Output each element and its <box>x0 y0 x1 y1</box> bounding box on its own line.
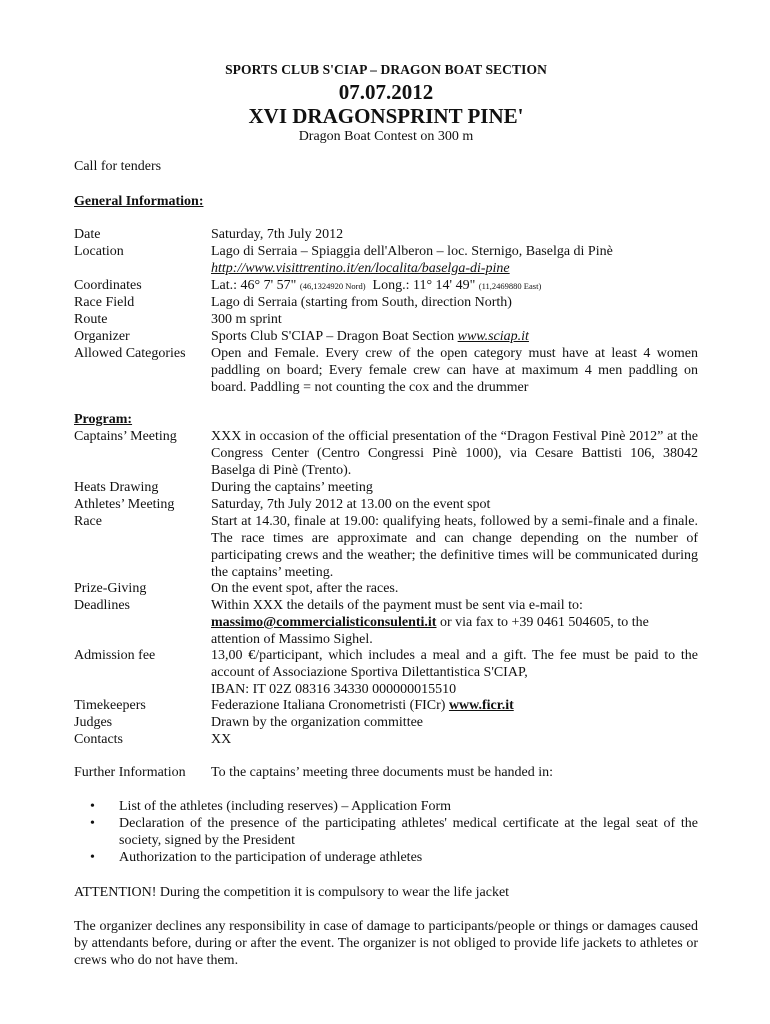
document-item: Declaration of the presence of the participating athletes' medical certificate at the legal seat of the society, signed by the President <box>119 816 698 848</box>
heats-drawing-value: During the captains’ meeting <box>211 480 373 495</box>
prize-giving-value: On the event spot, after the races. <box>211 581 399 596</box>
deadlines-fax: or via fax to +39 0461 504605, to the attention of Massimo Sighel. <box>211 615 649 647</box>
event-title: XVI DRAGONSPRINT PINE' <box>248 104 524 128</box>
captains-meeting-label: Captains’ Meeting <box>74 429 177 444</box>
organizer-link[interactable]: www.sciap.it <box>457 329 529 344</box>
general-information-heading: General Information: <box>74 194 204 209</box>
further-information-label: Further Information <box>74 765 186 780</box>
attention-notice: ATTENTION! During the competition it is compulsory to wear the life jacket <box>74 885 510 900</box>
further-information-value: To the captains’ meeting three documents must be handed in: <box>211 765 554 780</box>
event-date: 07.07.2012 <box>338 80 434 104</box>
longitude-decimal: (11,2469880 East) <box>478 281 542 291</box>
athletes-meeting-label: Athletes’ Meeting <box>74 497 175 512</box>
iban: IBAN: IT 02Z 08316 34330 000000015510 <box>211 682 457 697</box>
categories-value: Open and Female. Every crew of the open category must have at least 4 women paddling on board; Every female crew can have at maximum 4 men paddling on board. Paddling = not counting the cox and the drummer <box>211 346 698 395</box>
club-name: SPORTS CLUB S'CIAP – DRAGON BOAT SECTION <box>225 62 547 77</box>
race-field-label: Race Field <box>74 295 135 310</box>
heats-drawing-label: Heats Drawing <box>74 480 159 495</box>
organizer-value: Sports Club S'CIAP – Dragon Boat Section <box>211 329 455 344</box>
location-label: Location <box>74 244 124 259</box>
bullet-icon: • <box>90 816 95 831</box>
contacts-label: Contacts <box>74 732 123 747</box>
bullet-icon: • <box>90 850 95 865</box>
location-value: Lago di Serraia – Spiaggia dell'Alberon – loc. Sternigo, Baselga di Pinè <box>211 244 613 259</box>
location-value-block <box>211 243 698 277</box>
deadlines-value-block <box>211 597 698 648</box>
judges-value: Drawn by the organization committee <box>211 715 424 730</box>
longitude: Long.: 11° 14' 49" <box>372 278 476 293</box>
deadlines-value: Within XXX the details of the payment must be sent via e-mail to: <box>211 598 583 613</box>
latitude: Lat.: 46° 7' 57" <box>211 278 297 293</box>
route-label: Route <box>74 312 108 327</box>
athletes-meeting-value: Saturday, 7th July 2012 at 13.00 on the event spot <box>211 497 491 512</box>
bullet-icon: • <box>90 799 95 814</box>
organizer-label: Organizer <box>74 329 130 344</box>
admission-fee-label: Admission fee <box>74 648 156 663</box>
document-item: Authorization to the participation of underage athletes <box>119 850 423 865</box>
judges-label: Judges <box>74 715 113 730</box>
program-heading: Program: <box>74 412 133 427</box>
event-subtitle: Dragon Boat Contest on 300 m <box>298 129 474 144</box>
latitude-decimal: (46,1324920 Nord) <box>299 281 366 291</box>
location-link[interactable]: http://www.visittrentino.it/en/localita/baselga-di-pine <box>211 261 510 276</box>
categories-label: Allowed Categories <box>74 346 186 361</box>
race-field-value: Lago di Serraia (starting from South, direction North) <box>211 295 512 310</box>
timekeepers-link[interactable]: www.ficr.it <box>448 698 514 713</box>
date-value: Saturday, 7th July 2012 <box>211 227 344 242</box>
race-label: Race <box>74 514 102 529</box>
timekeepers-label: Timekeepers <box>74 698 146 713</box>
document-item: List of the athletes (including reserves) – Application Form <box>119 799 452 814</box>
contacts-value: XX <box>211 732 232 747</box>
admission-fee-value-block <box>211 647 698 698</box>
race-value: Start at 14.30, finale at 19.00: qualifying heats, followed by a semi-finale and a finale. The race times are approximate and can change depending on the number of participating crews and the weather; the definitive times will be communicated during the captains’ meeting. <box>211 514 698 580</box>
timekeepers-value: Federazione Italiana Cronometristi (FICr) <box>211 698 446 713</box>
organizer-value-block <box>211 328 698 345</box>
intro-text: Call for tenders <box>74 159 162 174</box>
coordinates-value <box>211 277 698 295</box>
date-label: Date <box>74 227 101 242</box>
route-value: 300 m sprint <box>211 312 282 327</box>
timekeepers-value-block <box>211 697 698 714</box>
deadlines-label: Deadlines <box>74 598 130 613</box>
captains-meeting-value: XXX in occasion of the official presentation of the “Dragon Festival Pinè 2012” at the Congress Center (Centro Congressi Pinè 1000), via Cesare Battisti 106, 38042 Baselga di Pinè (Trento). <box>211 429 698 478</box>
admission-fee-value: 13,00 €/participant, which includes a meal and a gift. The fee must be paid to the account of Associazione Sportiva Dilettantistica S'CIAP, <box>211 648 698 680</box>
coordinates-label: Coordinates <box>74 278 142 293</box>
prize-giving-label: Prize-Giving <box>74 581 147 596</box>
deadlines-email-link[interactable]: massimo@commercialisticonsulenti.it <box>211 615 437 630</box>
disclaimer-text: The organizer declines any responsibility in case of damage to participants/people or things or damages caused by attendants before, during or after the event. The organizer is not obliged to provide life jackets to athletes or crews who do not have them. <box>74 919 698 968</box>
